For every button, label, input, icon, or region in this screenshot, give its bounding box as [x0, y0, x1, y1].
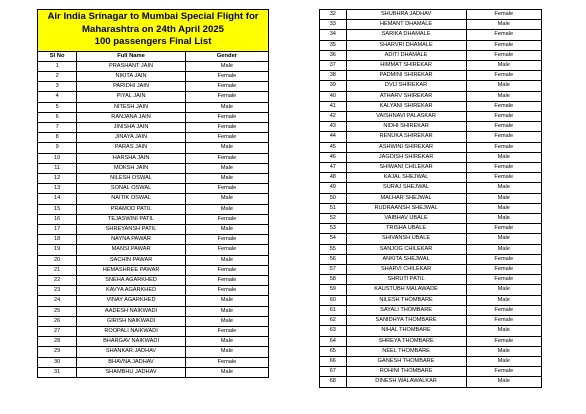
table-row	[320, 30, 542, 40]
title-line-3: 100 passengers Final List	[94, 36, 212, 47]
gender-cell: Female	[466, 265, 541, 275]
sl-no-cell: 25	[38, 306, 77, 316]
gender-cell: Male	[466, 20, 541, 30]
sl-no-cell: 62	[320, 316, 347, 326]
full-name-cell: SHAMBHU JADHAV	[77, 367, 186, 377]
sl-no-cell: 7	[38, 122, 77, 132]
table-row	[38, 337, 269, 347]
gender-cell: Male	[185, 255, 268, 265]
full-name-cell: VINAY AGARKHED	[77, 296, 186, 306]
table-row	[320, 305, 542, 315]
gender-cell: Female	[185, 71, 268, 81]
full-name-cell: PARAS JAIN	[77, 143, 186, 153]
table-row	[320, 163, 542, 173]
full-name-cell: KAJAL SHEJWAL	[346, 173, 466, 183]
gender-cell: Female	[466, 316, 541, 326]
gender-cell: Male	[466, 244, 541, 254]
full-name-cell: PADMINI SHIREKAR	[346, 71, 466, 81]
gender-cell: Female	[466, 30, 541, 40]
table-row	[38, 122, 269, 132]
table-row	[38, 275, 269, 285]
table-row	[320, 244, 542, 254]
table-row	[38, 82, 269, 92]
sl-no-cell: 68	[320, 377, 347, 387]
gender-cell: Male	[466, 326, 541, 336]
sl-no-cell: 30	[38, 357, 77, 367]
gender-cell: Female	[466, 275, 541, 285]
table-row	[320, 61, 542, 71]
gender-cell: Male	[466, 356, 541, 366]
full-name-cell: SURAJ SHEJWAL	[346, 183, 466, 193]
full-name-cell: TEJASWINI PATIL	[77, 214, 186, 224]
sl-no-cell: 4	[38, 92, 77, 102]
sl-no-cell: 15	[38, 204, 77, 214]
sl-no-cell: 63	[320, 326, 347, 336]
header-full-name: Full Name	[77, 51, 186, 61]
gender-cell: Male	[185, 102, 268, 112]
gender-cell: Female	[185, 92, 268, 102]
full-name-cell: JINAYA JAIN	[77, 133, 186, 143]
sl-no-cell: 3	[38, 82, 77, 92]
table-row	[38, 153, 269, 163]
gender-cell: Female	[466, 71, 541, 81]
full-name-cell: PIYAL JAIN	[77, 92, 186, 102]
full-name-cell: SHREYANSH PATIL	[77, 224, 186, 234]
sl-no-cell: 34	[320, 30, 347, 40]
table-row	[38, 347, 269, 357]
table-row	[320, 285, 542, 295]
table-row	[38, 71, 269, 81]
table-row	[38, 255, 269, 265]
full-name-cell: NEEL THOMBARE	[346, 346, 466, 356]
full-name-cell: GIRISH NAIKWADI	[77, 316, 186, 326]
table-row	[320, 203, 542, 213]
header-row	[38, 51, 269, 61]
gender-cell: Female	[466, 173, 541, 183]
sl-no-cell: 40	[320, 91, 347, 101]
title-line-2: Maharashtra on 24th April 2025	[82, 23, 224, 35]
full-name-cell: KALYANI SHIREKAR	[346, 101, 466, 111]
sl-no-cell: 56	[320, 254, 347, 264]
sl-no-cell: 12	[38, 173, 77, 183]
table-row	[38, 306, 269, 316]
table-row	[38, 286, 269, 296]
full-name-cell: SHRUTI PATIL	[346, 275, 466, 285]
gender-cell: Male	[466, 285, 541, 295]
gender-cell: Male	[185, 173, 268, 183]
full-name-cell: PARIDHI JAIN	[77, 82, 186, 92]
full-name-cell: ROOPALI NAIKWADI	[77, 326, 186, 336]
full-name-cell: DVIJ SHIREKAR	[346, 81, 466, 91]
table-row	[38, 367, 269, 377]
gender-cell: Male	[185, 163, 268, 173]
table-row	[320, 142, 542, 152]
sl-no-cell: 49	[320, 183, 347, 193]
gender-cell: Female	[466, 142, 541, 152]
table-row	[320, 122, 542, 132]
full-name-cell: HEMANT DHAMALE	[346, 20, 466, 30]
table-row	[320, 173, 542, 183]
full-name-cell: MALHAR SHEJWAL	[346, 193, 466, 203]
sl-no-cell: 67	[320, 367, 347, 377]
full-name-cell: VAISHNAVI PALASKAR	[346, 112, 466, 122]
full-name-cell: KAUSTUBH MALAWADE	[346, 285, 466, 295]
table-row	[38, 235, 269, 245]
full-name-cell: HEMASHREE PAWAR	[77, 265, 186, 275]
table-row	[320, 336, 542, 346]
gender-cell: Female	[185, 133, 268, 143]
sl-no-cell: 53	[320, 224, 347, 234]
table-row	[320, 356, 542, 366]
full-name-cell: NIHAL THOMBARE	[346, 326, 466, 336]
full-name-cell: SHIWANI CHILEKAR	[346, 163, 466, 173]
table-row	[320, 132, 542, 142]
gender-cell: Female	[185, 245, 268, 255]
sl-no-cell: 58	[320, 275, 347, 285]
gender-cell: Female	[466, 112, 541, 122]
table-row	[320, 367, 542, 377]
sl-no-cell: 13	[38, 184, 77, 194]
table-row	[38, 163, 269, 173]
sl-no-cell: 11	[38, 163, 77, 173]
full-name-cell: ASHWINI SHIREKAR	[346, 142, 466, 152]
gender-cell: Female	[466, 122, 541, 132]
sl-no-cell: 42	[320, 112, 347, 122]
table-row	[320, 10, 542, 20]
full-name-cell: ANKITA SHEJWAL	[346, 254, 466, 264]
gender-cell: Male	[185, 296, 268, 306]
sl-no-cell: 1	[38, 61, 77, 71]
gender-cell: Male	[185, 61, 268, 71]
gender-cell: Female	[466, 254, 541, 264]
header-sl-no: Sl No	[38, 51, 77, 61]
full-name-cell: SANJOG CHILEKAR	[346, 244, 466, 254]
full-name-cell: MANSI PAWAR	[77, 245, 186, 255]
table-row	[320, 193, 542, 203]
sl-no-cell: 20	[38, 255, 77, 265]
full-name-cell: SACHIN PAWAR	[77, 255, 186, 265]
full-name-cell: SHREYA THOMBARE	[346, 336, 466, 346]
gender-cell: Male	[466, 346, 541, 356]
full-name-cell: SHIVANSH UBALE	[346, 234, 466, 244]
table-row	[38, 224, 269, 234]
sl-no-cell: 54	[320, 234, 347, 244]
sl-no-cell: 2	[38, 71, 77, 81]
full-name-cell: AADESH NAIKWADI	[77, 306, 186, 316]
title-line-1: Air India Srinagar to Mumbai Special Flight for	[47, 11, 259, 22]
sl-no-cell: 55	[320, 244, 347, 254]
gender-cell: Male	[466, 203, 541, 213]
gender-cell: Female	[185, 184, 268, 194]
full-name-cell: RUDRAANSH SHEJWAL	[346, 203, 466, 213]
sl-no-cell: 21	[38, 265, 77, 275]
table-row	[320, 275, 542, 285]
gender-cell: Female	[466, 367, 541, 377]
sl-no-cell: 59	[320, 285, 347, 295]
table-row	[320, 214, 542, 224]
sl-no-cell: 17	[38, 224, 77, 234]
sl-no-cell: 66	[320, 356, 347, 366]
sl-no-cell: 46	[320, 152, 347, 162]
table-row	[320, 254, 542, 264]
sl-no-cell: 24	[38, 296, 77, 306]
full-name-cell: RANJANA JAIN	[77, 112, 186, 122]
sl-no-cell: 57	[320, 265, 347, 275]
sl-no-cell: 38	[320, 71, 347, 81]
table-row	[320, 91, 542, 101]
full-name-cell: ATHARV SHIREKAR	[346, 91, 466, 101]
table-row	[38, 214, 269, 224]
gender-cell: Female	[466, 50, 541, 60]
sl-no-cell: 50	[320, 193, 347, 203]
full-name-cell: PRASHANT JAIN	[77, 61, 186, 71]
passenger-table-right	[319, 9, 542, 388]
full-name-cell: ADITI DHAMALE	[346, 50, 466, 60]
full-name-cell: NILESH OSWAL	[77, 173, 186, 183]
table-row	[320, 81, 542, 91]
full-name-cell: SARIKA DHAMALE	[346, 30, 466, 40]
full-name-cell: BHARGAV NAIKWADI	[77, 337, 186, 347]
gender-cell: Female	[185, 265, 268, 275]
gender-cell: Female	[466, 163, 541, 173]
sl-no-cell: 60	[320, 295, 347, 305]
sl-no-cell: 64	[320, 336, 347, 346]
sl-no-cell: 22	[38, 275, 77, 285]
sl-no-cell: 44	[320, 132, 347, 142]
full-name-cell: BHAVNA JADHAV	[77, 357, 186, 367]
gender-cell: Female	[466, 40, 541, 50]
table-row	[320, 152, 542, 162]
full-name-cell: NIDHI SHIREKAR	[346, 122, 466, 132]
gender-cell: Female	[466, 305, 541, 315]
table-row	[320, 346, 542, 356]
gender-cell: Male	[185, 337, 268, 347]
gender-cell: Male	[185, 143, 268, 153]
full-name-cell: JINISHA JAIN	[77, 122, 186, 132]
sl-no-cell: 36	[320, 50, 347, 60]
table-row	[320, 71, 542, 81]
sl-no-cell: 27	[38, 326, 77, 336]
table-row	[38, 102, 269, 112]
table-row	[38, 204, 269, 214]
table-row	[38, 316, 269, 326]
sl-no-cell: 26	[38, 316, 77, 326]
sl-no-cell: 28	[38, 337, 77, 347]
gender-cell: Female	[466, 101, 541, 111]
gender-cell: Female	[185, 214, 268, 224]
full-name-cell: KAVYA AGARKHED	[77, 286, 186, 296]
full-name-cell: DINESH WALAWALKAR	[346, 377, 466, 387]
full-name-cell: MOKSH JAIN	[77, 163, 186, 173]
table-row	[320, 377, 542, 387]
gender-cell: Female	[466, 336, 541, 346]
full-name-cell: HIMMAT SHIREKAR	[346, 61, 466, 71]
sl-no-cell: 35	[320, 40, 347, 50]
full-name-cell: VAIBHAV UBALE	[346, 214, 466, 224]
full-name-cell: HARSHA JAIN	[77, 153, 186, 163]
gender-cell: Male	[185, 224, 268, 234]
passenger-list-right	[319, 9, 542, 388]
full-name-cell: NAYNA PAWAR	[77, 235, 186, 245]
sl-no-cell: 47	[320, 163, 347, 173]
gender-cell: Male	[466, 183, 541, 193]
gender-cell: Female	[185, 286, 268, 296]
gender-cell: Male	[466, 193, 541, 203]
gender-cell: Male	[185, 306, 268, 316]
full-name-cell: SONAL OSWAL	[77, 184, 186, 194]
gender-cell: Female	[185, 357, 268, 367]
sl-no-cell: 29	[38, 347, 77, 357]
table-row	[320, 50, 542, 60]
table-row	[320, 265, 542, 275]
full-name-cell: NILESH THOMBARE	[346, 295, 466, 305]
gender-cell: Male	[466, 81, 541, 91]
full-name-cell: NAITIK OSWAL	[77, 194, 186, 204]
gender-cell: Male	[466, 152, 541, 162]
full-name-cell: SANIDHYA THOMBARE	[346, 316, 466, 326]
full-name-cell: NITESH JAIN	[77, 102, 186, 112]
full-name-cell: SHANKAR JADHAV	[77, 347, 186, 357]
full-name-cell: PRAMOD PATIL	[77, 204, 186, 214]
gender-cell: Female	[185, 326, 268, 336]
full-name-cell: TRISHA UBALE	[346, 224, 466, 234]
full-name-cell: RENUKA SHIREKAR	[346, 132, 466, 142]
passenger-table-left	[37, 9, 269, 378]
table-row	[320, 112, 542, 122]
full-name-cell: NIKITA JAIN	[77, 71, 186, 81]
table-row	[38, 112, 269, 122]
gender-cell: Male	[185, 316, 268, 326]
table-row	[320, 183, 542, 193]
gender-cell: Male	[466, 91, 541, 101]
gender-cell: Female	[185, 82, 268, 92]
header-gender: Gender	[185, 51, 268, 61]
sl-no-cell: 51	[320, 203, 347, 213]
gender-cell: Male	[466, 214, 541, 224]
sl-no-cell: 19	[38, 245, 77, 255]
sl-no-cell: 9	[38, 143, 77, 153]
sl-no-cell: 48	[320, 173, 347, 183]
full-name-cell: JAGDISH SHIREKAR	[346, 152, 466, 162]
table-row	[320, 224, 542, 234]
table-row	[38, 194, 269, 204]
table-row	[38, 173, 269, 183]
sl-no-cell: 41	[320, 101, 347, 111]
sl-no-cell: 37	[320, 61, 347, 71]
sl-no-cell: 5	[38, 102, 77, 112]
table-row	[320, 20, 542, 30]
passenger-list-left	[37, 9, 269, 378]
gender-cell: Male	[185, 194, 268, 204]
gender-cell: Male	[466, 377, 541, 387]
gender-cell: Male	[185, 204, 268, 214]
gender-cell: Female	[185, 153, 268, 163]
sl-no-cell: 8	[38, 133, 77, 143]
sl-no-cell: 32	[320, 10, 347, 20]
sl-no-cell: 45	[320, 142, 347, 152]
sl-no-cell: 16	[38, 214, 77, 224]
table-row	[320, 316, 542, 326]
full-name-cell: SHUBHRA JADHAV	[346, 10, 466, 20]
sl-no-cell: 14	[38, 194, 77, 204]
table-row	[320, 234, 542, 244]
full-name-cell: SAYALI THOMBARE	[346, 305, 466, 315]
full-name-cell: ROHINI THOMBARE	[346, 367, 466, 377]
sl-no-cell: 43	[320, 122, 347, 132]
gender-cell: Female	[466, 132, 541, 142]
sl-no-cell: 52	[320, 214, 347, 224]
full-name-cell: SHARVRI DHAMALE	[346, 40, 466, 50]
table-row	[38, 296, 269, 306]
gender-cell: Female	[185, 122, 268, 132]
table-row	[38, 245, 269, 255]
gender-cell: Female	[185, 235, 268, 245]
table-row	[38, 92, 269, 102]
table-row	[320, 40, 542, 50]
title-row	[38, 10, 269, 52]
gender-cell: Female	[466, 224, 541, 234]
gender-cell: Male	[466, 61, 541, 71]
gender-cell: Male	[466, 295, 541, 305]
sl-no-cell: 18	[38, 235, 77, 245]
gender-cell: Male	[466, 234, 541, 244]
sl-no-cell: 33	[320, 20, 347, 30]
gender-cell: Female	[185, 275, 268, 285]
sl-no-cell: 23	[38, 286, 77, 296]
gender-cell: Male	[185, 367, 268, 377]
sl-no-cell: 61	[320, 305, 347, 315]
full-name-cell: GANESH THOMBARE	[346, 356, 466, 366]
table-row	[38, 143, 269, 153]
sl-no-cell: 31	[38, 367, 77, 377]
table-row	[320, 101, 542, 111]
table-row	[38, 326, 269, 336]
table-row	[38, 357, 269, 367]
full-name-cell: SNEHA AGARKHED	[77, 275, 186, 285]
table-row	[38, 184, 269, 194]
table-row	[320, 295, 542, 305]
sl-no-cell: 6	[38, 112, 77, 122]
gender-cell: Female	[185, 112, 268, 122]
sl-no-cell: 65	[320, 346, 347, 356]
table-row	[38, 265, 269, 275]
sl-no-cell: 39	[320, 81, 347, 91]
table-row	[320, 326, 542, 336]
gender-cell: Male	[185, 347, 268, 357]
table-row	[38, 61, 269, 71]
full-name-cell: SHARVI CHILEKAR	[346, 265, 466, 275]
gender-cell: Female	[466, 10, 541, 20]
list-title	[38, 10, 269, 52]
sl-no-cell: 10	[38, 153, 77, 163]
table-row	[38, 133, 269, 143]
